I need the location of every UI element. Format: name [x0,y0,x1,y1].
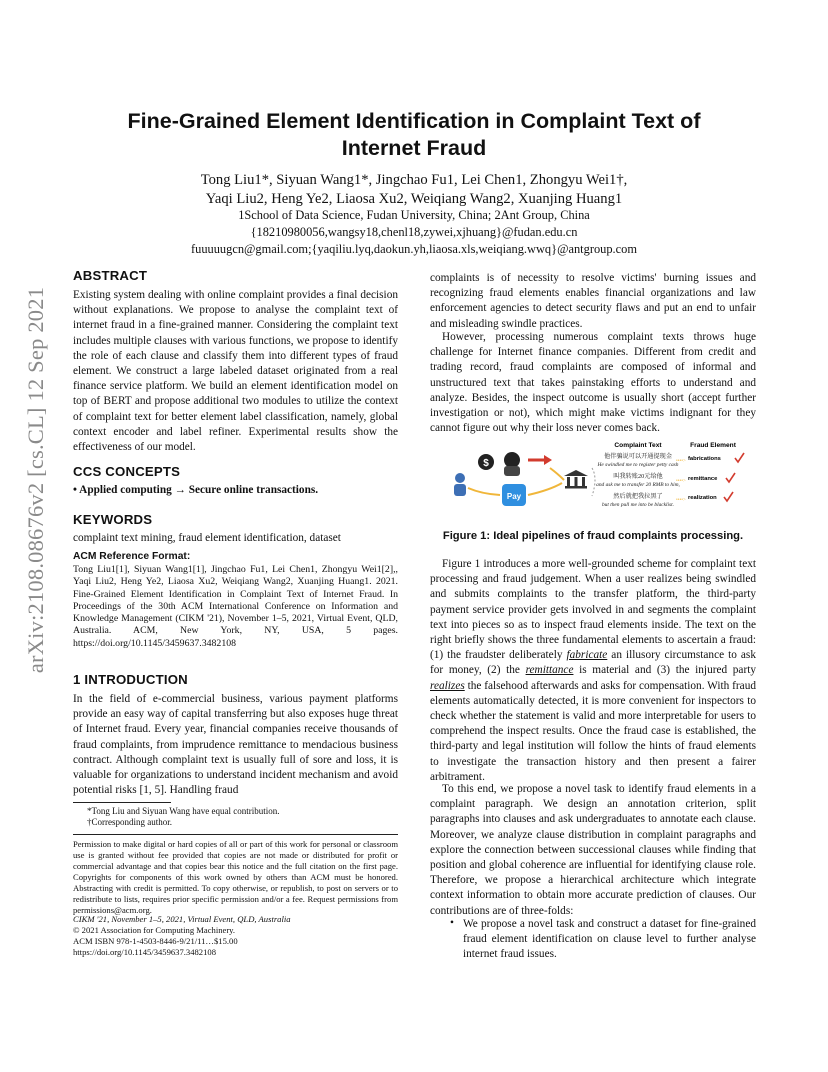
arxiv-id: arXiv:2108.08676v2 [cs.CL] 12 Sep 2021 [23,286,48,674]
dollar-bag-icon [478,454,494,470]
right-paragraph-2: However, processing numerous complaint texts throws huge challenge for Internet finance companies. Different from credit and trading record, fraud complaints are composed of informal and unstructured text that takes painstaking efforts to understand and analyze. Besides, the inspect outcome is usually short (accept further investigation or not), which might make victims indignant for they cannot figure out why their loss never comes back. [430,331,756,435]
email-line-2: fuuuuugcn@gmail.com;{yaqiliu.lyq,daokun.yh,liaosa.xls,weiqiang.wwq}@antgroup.com [191,242,637,256]
right-paragraph-4: To this end, we propose a novel task to identify fraud elements in a complaint paragraph. We design an annotation criterion, split paragraphs into clauses and ask undergraduates to annotate each clause. Moreover, we analyze clause distribution in complaint paragraphs and explore the connection between successional clauses while finding that position and global coherence are influential for identifying clause role. Therefore, we propose a hierarchical architecture which integrate context information to obtain more accurate prediction of clauses. Our contributions are of three-folds: [430,783,756,917]
term-realizes: realizes [430,679,465,692]
row-3-chinese: 然后就把我拉黑了 [613,493,663,500]
red-arrow-icon [528,455,552,465]
fraudster-icon [504,452,520,476]
row-1-chinese: 他伴骗说可以开通提现金 [603,453,673,460]
dollar-symbol: $ [483,458,489,469]
paper-title [80,108,748,162]
contribution-list [450,917,756,963]
row-2-arrow: ••••> [676,479,686,484]
email-line-1: {18210980056,wangsy18,chenl18,zywei,xjhuang}@fudan.edu.cn [250,225,578,239]
keywords-text: complaint text mining, fraud element identification, dataset [73,532,341,544]
affiliation-line: 1School of Data Science, Fudan University, China; 2Ant Group, China [238,208,590,222]
row-3-english: but then pull me into be blacklist. [601,502,675,508]
row-2-english: and ask me to transfer 20 RMB to him, [596,482,680,488]
right-paragraph-1: complaints is of necessity to resolve victims' burning issues and recognizing fraud elements enables financial organizations and law enforcement agencies to detect security flaws and put an end to unfair and misleading swindle practices. [430,272,756,330]
intro-paragraph-1: In the field of e-commercial business, various payment platforms provide an easy way of capital transferring but also exposes huge threat of Internet fraud. Every year, financial companies receive thousands of fraud complaints, from imprudence remittance to mendacious business contract. Although complaint text is usually full of sore and loss, it is valuable for organizations to understand incident mechanism and avoid potential risks [1, 5]. Handling fraud [73,693,398,797]
pay-app-icon[interactable] [502,484,526,506]
affiliations [60,207,768,258]
acm-ref-heading: ACM Reference Format: [73,551,191,562]
figure-1-diagram [430,438,756,518]
right-paragraph-3: Figure 1 introduces a more well-grounded scheme for complaint text processing and fraud judgement. When a user realizes being swindled and submits complaints to the transfer platform, the third-party payment service provider gets involved in and segments the complaint text into pieces so as to inspect fraud elements inside. The text on the right briefly shows the three fundamental elements to ascertain a fraud: (1) the fraudster deliberately fabricate an illusory circumstance to ask for money, (2) the remittance is material and (3) the injured party realizes the falsehood afterwards and asks for compensation. With fraud elements automatically detected, it is more convenient for inspectors to check whether the statement is valid and more interpretable for users to comprehend the inspect results. Once the fraud case is established, the third-party and legal institution will follow the hints of fraud elements to investigate the transaction history and then present a fairer arbitrament. [430,558,756,783]
author-list [60,171,768,209]
permission-divider [73,834,398,835]
ccs-concepts: • Applied computing → Secure online transactions. [73,484,319,496]
figure-col-complaint-text: Complaint Text [614,442,662,449]
isbn-line: ACM ISBN 978-1-4503-8446-9/21/11…$15.00 [73,936,238,946]
permission-notice: Permission to make digital or hard copies of all or part of this work for personal or classroom use is granted without fee provided that copies are not made or distributed for profit or commercial advantage and that copies bear this notice and the full citation on the first page. Copyrights for components of this work owned by others than ACM must be honored. Abstracting with credit is permitted. To copy otherwise, or republish, to post on servers or to redistribute to lists, requires prior specific permission and/or a fee. Request permissions from permissions@acm.org. [73,839,398,915]
figure-1-caption: Figure 1: Ideal pipelines of fraud complaints processing. [442,530,744,542]
introduction-heading: 1 INTRODUCTION [73,672,188,687]
row-3-check-icon [724,492,733,501]
term-fabricate: fabricate [566,649,608,662]
row-2-label: remittance [688,476,718,482]
pay-label: Pay [506,492,522,501]
doi-line: https://doi.org/10.1145/3459637.3482108 [73,947,216,957]
row-1-label: fabrications [688,456,721,462]
paper-title-line-1: Fine-Grained Element Identification in Complaint Text of [127,109,701,133]
row-3-label: realization [688,495,717,501]
row-1-english: He swindled me to register petty cash [597,462,679,468]
row-1-arrow: ••••> [676,459,686,464]
paper-title-line-2: Internet Fraud [341,136,487,160]
abstract-heading: ABSTRACT [73,268,148,283]
contribution-item-1: We propose a novel task and construct a dataset for fine-grained fraud element identification on clause level to further analyse internet fraud issues. [463,918,756,961]
row-3-arrow: ••••> [676,498,686,503]
row-2-check-icon [726,473,735,482]
copyright-line: © 2021 Association for Computing Machinery. [73,925,236,935]
bank-icon [564,470,588,489]
abstract-text: Existing system dealing with online complaint provides a final decision without explanations. We propose to analyse the complaint text of internet fraud in a fine-grained manner. Considering the complaint text includes multiple clauses with various functions, we propose to identify the role of each clause and classify them into different types of fraud element. We construct a large labeled dataset originated from a real finance service platform. We build an element identification model on top of BERT and propose additional two modules to utilize the context of complaint text for better element label classification, namely, global context encoder and label refiner. Experimental results show the effectiveness of our model. [73,289,398,454]
term-remittance: remittance [525,664,574,677]
venue-line: CIKM '21, November 1–5, 2021, Virtual Event, QLD, Australia [73,914,291,924]
author-line-2: Yaqi Liu2, Heng Ye2, Liaosa Xu2, Weiqiang Wang2, Xuanjing Huang1 [205,191,623,207]
keywords-heading: KEYWORDS [73,512,153,527]
figure-1 [430,438,756,518]
victim-icon [454,473,466,496]
footnote-corresponding: †Corresponding author. [87,817,172,827]
figure-col-fraud-element: Fraud Element [690,442,736,449]
acm-ref-text: Tong Liu1[1], Siyuan Wang1[1], Jingchao Fu1, Lei Chen1, Zhongyu Wei1[2],, Yaqi Liu2, Heng Ye2, Liaosa Xu2, Weiqiang Wang2, Xuanjing Huang1. 2021. Fine-Grained Element Identification in Complaint Text of Internet Fraud. In Proceedings of the 30th ACM International Conference on Information and Knowledge Management (CIKM '21), November 1–5, 2021, Virtual Event, QLD, Australia. ACM, New York, NY, USA, 5 pages. https://doi.org/10.1145/3459637.3482108 [73,564,398,649]
ccs-heading: CCS CONCEPTS [73,464,181,479]
bullet-marker: • [450,917,454,929]
arxiv-sidebar-stamp [16,286,56,674]
row-1-check-icon [735,453,744,462]
footnote-divider [73,802,171,803]
footnote-equal-contribution: *Tong Liu and Siyuan Wang have equal contribution. [87,806,280,816]
author-line-1: Tong Liu1*, Siyuan Wang1*, Jingchao Fu1, Lei Chen1, Zhongyu Wei1†, [200,172,628,188]
row-2-chinese: 叫我转账20元给他 [613,473,663,480]
